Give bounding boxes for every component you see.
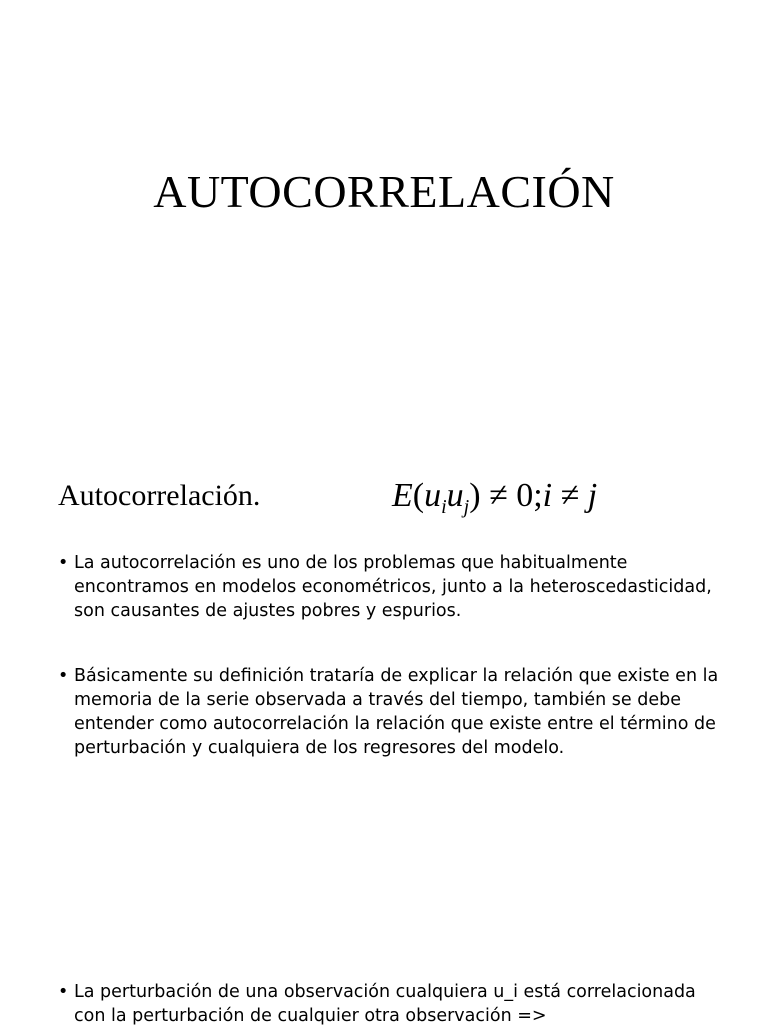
formula-not-equal-zero: ≠ 0; bbox=[480, 477, 543, 514]
bullet-marker: • bbox=[58, 982, 69, 1002]
formula-subscript-i: i bbox=[441, 496, 447, 518]
formula-subscript-j: j bbox=[463, 496, 470, 518]
autocorrelation-formula bbox=[392, 472, 597, 520]
formula-expectation: E bbox=[392, 477, 413, 514]
formula-u-i: u bbox=[424, 477, 442, 514]
formula-close-paren: ) bbox=[469, 477, 481, 514]
formula-not-equal: ≠ bbox=[552, 477, 588, 514]
formula-open-paren: ( bbox=[412, 477, 425, 514]
bullet-text: La perturbación de una observación cualquiera u_i está correlacionada con la perturbación de cualquier otra observación => bbox=[74, 982, 696, 1026]
bullet-text: Básicamente su definición trataría de explicar la relación que existe en la memoria de la serie observada a través del tiempo, también se debe entender como autocorrelación la relación que existe entre el término de perturbación y cualquiera de los regresores del modelo. bbox=[74, 666, 719, 758]
section-heading: Autocorrelación. bbox=[58, 479, 261, 512]
bullet-marker: • bbox=[58, 553, 69, 573]
formula-index-j: j bbox=[587, 477, 598, 514]
formula-u-j: u bbox=[446, 477, 464, 514]
bullet-autocorrelation-problem bbox=[58, 551, 723, 623]
bullet-marker: • bbox=[58, 666, 69, 686]
formula-index-i: i bbox=[542, 477, 553, 514]
bullet-definition bbox=[58, 664, 723, 760]
bullet-perturbation bbox=[58, 980, 723, 1028]
page-title: AUTOCORRELACIÓN bbox=[153, 166, 615, 217]
bullet-text: La autocorrelación es uno de los problemas que habitualmente encontramos en modelos econométricos, junto a la heteroscedasticidad, son causantes de ajustes pobres y espurios. bbox=[74, 553, 712, 621]
